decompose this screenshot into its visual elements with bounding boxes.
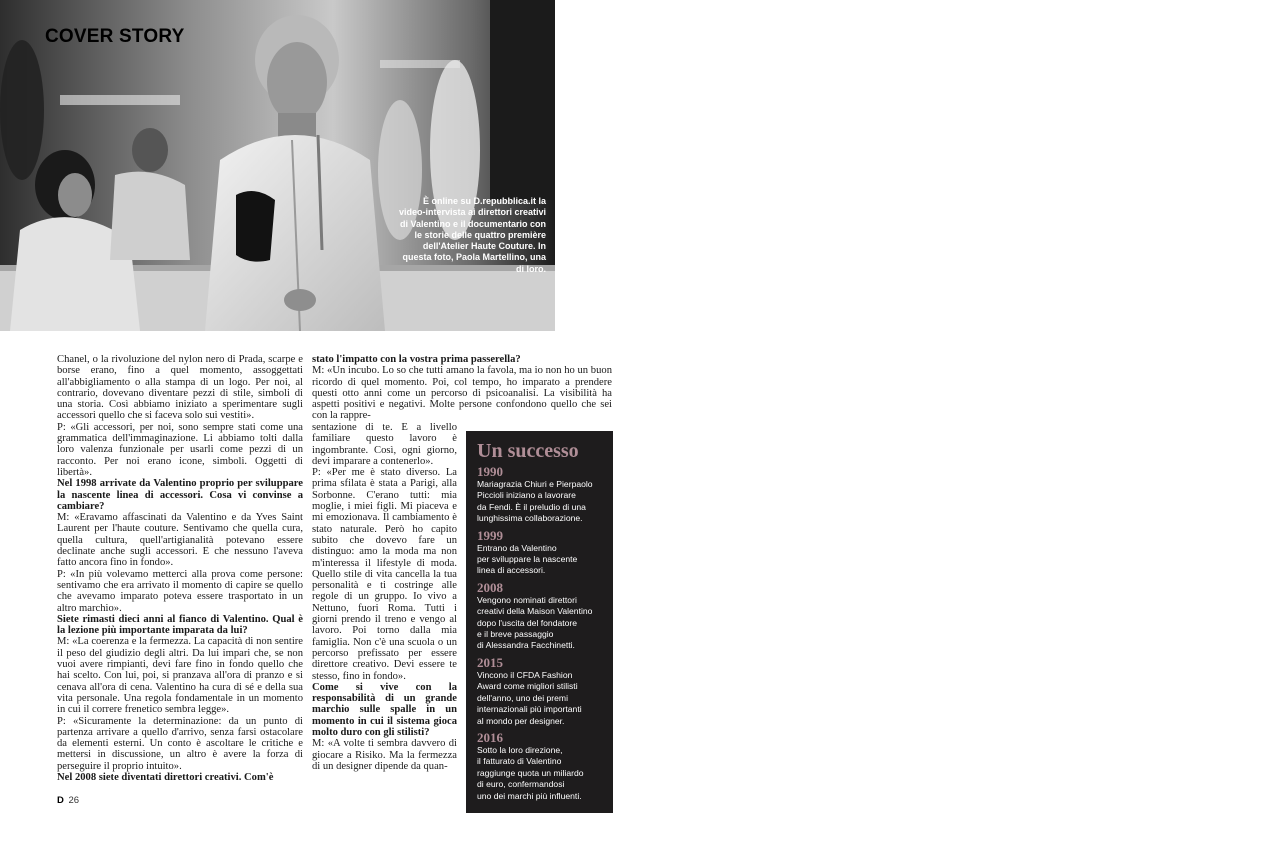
timeline-text: il fatturato di Valentino [477, 756, 562, 767]
photo-caption: È online su D.repubblica.it la video-intervista ai direttori creativi di Valentino e il documentario con le storie delle quattro première dell'Atelier Haute Couture. In questa foto, Paola Martellino, una di loro. [398, 196, 546, 274]
timeline-year: 2008 [477, 579, 503, 595]
interview-question: Come si vive con la responsabilità di un grande marchio sulle spalle in un momento in cui il sistema gioca molto duro con gli stilisti? [312, 681, 457, 739]
paragraph: P: «In più volevamo metterci alla prova come persone: sentivamo che era arrivato il momento di capire se quello che avevamo imparato poteva essere trasportato in un altro marchio». [57, 568, 303, 614]
sidebar-title: Un successo [477, 440, 579, 462]
timeline-text: linea di accessori. [477, 565, 546, 576]
timeline-text: lunghissima collaborazione. [477, 513, 583, 524]
atelier-photo-illustration [0, 0, 555, 331]
paragraph: P: «Per me è stato diverso. La prima sfilata è stata a Parigi, alla Sorbonne. C'erano tutti: mia moglie, i miei figli. Mi piaceva e mi emozionava. Il cambiamento è stato naturale. Però ho capito subito che dovevo fare un distinguo: amo la moda ma non m'interessa il lifestyle di moda. Quello stile di vita cancella la tua personalità e ti costringe alle regole di un gruppo. Io vivo a Nettuno, fuori Roma. Tutti i giorni prendo il treno e vengo al lavoro. Poi torno dalla mia famiglia. Non c'è una scuola o un percorso prefissato per essere direttore creativo. Devi essere te stesso, fino in fondo». [312, 467, 457, 682]
timeline-text: Award come migliori stilisti [477, 681, 578, 692]
paragraph: P: «Gli accessori, per noi, sono sempre stati come una grammatica dell'immaginazione. Li abbiamo tolti dalla loro valenza funzionale per usarli come pezzi di un racconto. Per noi erano icone, simboli. Oggetti di libertà». [57, 421, 303, 478]
timeline-text: Sotto la loro direzione, [477, 744, 563, 755]
timeline-text: per sviluppare la nascente [477, 554, 578, 565]
timeline-year: 1990 [477, 464, 503, 479]
paragraph: P: «Sicuramente la determinazione: da un punto di partenza arrivare a quello d'arrivo, senza farsi ostacolare da elementi esterni. Un conto è ascoltare le critiche e mettersi in discussione, un altro è avere la forza di perseguire il proprio intuito». [57, 715, 303, 772]
timeline-text: internazionali più importanti [477, 704, 582, 715]
cover-photo [0, 0, 555, 331]
interview-question: Nel 1998 arrivate da Valentino proprio per sviluppare la nascente linea di accessori. Cosa vi convinse a cambiare? [57, 478, 303, 512]
timeline-text: di euro, confermandosi [477, 779, 565, 790]
timeline-entries [477, 465, 603, 802]
timeline-text: Mariagrazia Chiuri e Pierpaolo [477, 479, 593, 489]
timeline-year: 1999 [477, 527, 503, 543]
paragraph: Chanel, o la rivoluzione del nylon nero di Prada, scarpe e borse erano, fino a quel momento, assoggettati all'abbigliamento o alla stampa di un logo. Per noi, al contrario, dovevano diventare pezzi di stile, simboli di una storia. Così abbiamo iniziato a sperimentare sugli accessori quello che si faceva solo sui vestiti». [57, 354, 303, 422]
paragraph: M: «Eravamo affascinati da Valentino e da Yves Saint Laurent per l'haute couture. Sentivamo che quella cura, quella cultura, quell'artigianalità potevano essere declinate anche sugli accessori. E che nessuno l'aveva fatto ancora fino in fondo». [57, 512, 303, 569]
paragraph: M: «A volte ti sembra davvero di giocare a Risiko. Ma la fermezza di un designer dipende da quan- [312, 738, 457, 772]
timeline-text: raggiunge quota un miliardo [477, 767, 584, 778]
timeline-year: 2016 [477, 729, 503, 745]
article-column-1 [57, 354, 303, 783]
interview-question: stato l'impatto con la vostra prima passerella? [312, 354, 521, 365]
paragraph: M: «Un incubo. Lo so che tutti amano la favola, ma io non ho un buon ricordo di quel momento. Poi, col tempo, ho imparato a prendere questi otto anni come un percorso di psicoanalisi. La visibilità ha aspetti positivi e negativi. Molte persone confondono quello che sei con la rappre- [312, 365, 612, 422]
page-number [57, 795, 79, 806]
interview-question: Siete rimasti dieci anni al fianco di Valentino. Qual è la lezione più importante imparata da lui? [57, 613, 303, 637]
paragraph: M: «La coerenza e la fermezza. La capacità di non sentire il peso del giudizio degli altri. Da lui impari che, se non vuoi avere rimpianti, devi fare fino in fondo quello che hai scelto. Con lui, poi, si pranzava all'ora di pranzo e si cenava all'ora di cena. Valentino ha cura di sé e della sua vita personale. Una regola fondamentale in un momento in cui il correre frenetico sembra legge». [57, 636, 303, 716]
timeline-year: 2015 [477, 654, 503, 670]
interview-question: Nel 2008 siete diventati direttori creativi. Com'è [57, 771, 274, 783]
article-column-2 [312, 422, 457, 772]
timeline-text: di Alessandra Facchinetti. [477, 640, 575, 651]
timeline-text: dell'anno, uno dei premi [477, 692, 568, 703]
timeline-text: Piccioli iniziano a lavorare [477, 490, 576, 501]
timeline-text: Entrano da Valentino [477, 542, 557, 553]
section-label: COVER STORY [45, 26, 185, 47]
timeline-text: Vincono il CFDA Fashion [477, 669, 573, 680]
timeline-sidebar [466, 431, 613, 813]
article-column-2-top [312, 354, 612, 422]
magazine-mark: D [57, 795, 64, 806]
timeline-text: e il breve passaggio [477, 629, 554, 640]
paragraph: sentazione di te. E a livello familiare questo lavoro è ingombrante. Così, ogni giorno, devi imparare a contenerlo». [312, 422, 457, 467]
timeline-text: uno dei marchi più influenti. [477, 790, 582, 801]
timeline-text: da Fendi. È il preludio di una [477, 501, 586, 512]
timeline-text: al mondo per designer. [477, 715, 565, 726]
page-number-value: 26 [68, 795, 80, 806]
timeline-text: creativi della Maison Valentino [477, 606, 593, 617]
timeline-text: Vengono nominati direttori [477, 594, 577, 605]
timeline-text: dopo l'uscita del fondatore [477, 617, 578, 628]
